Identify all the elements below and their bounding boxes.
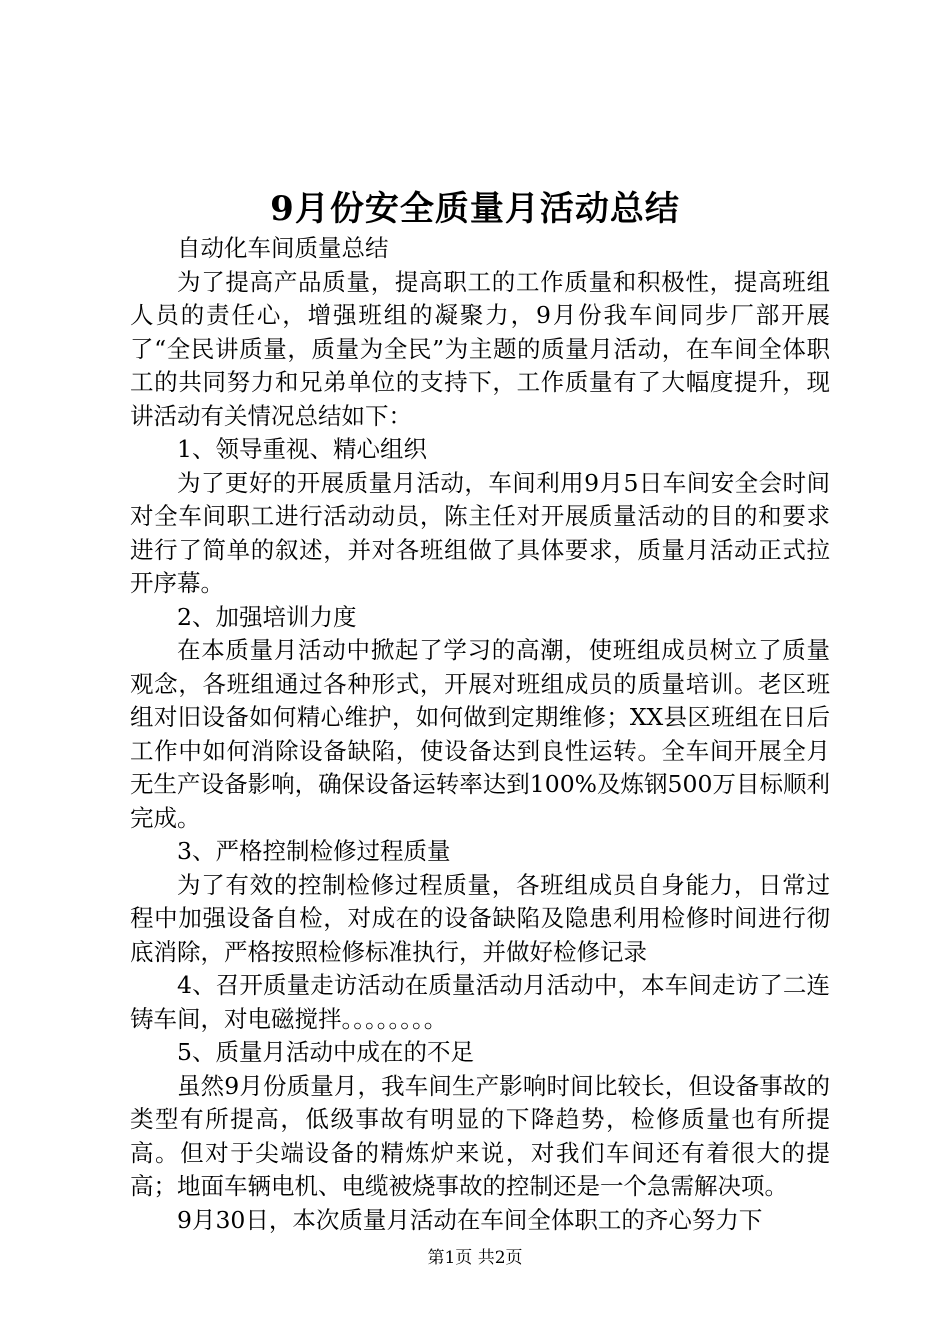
paragraph-section-1: 为了更好的开展质量月活动，车间利用9月5日车间安全会时间对全车间职工进行活动动员，陈主任对开展质量活动的目的和要求进行了简单的叙述，并对各班组做了具体要求，质量月活动正式拉开序幕。 — [130, 468, 830, 597]
paragraph-section-4: 4、召开质量走访活动在质量活动月活动中，本车间走访了二连铸车间，对电磁搅拌。。。。。。。。 — [130, 971, 830, 1033]
section-heading-5: 5、质量月活动中成在的不足 — [177, 1038, 474, 1066]
document-title: 9月份安全质量月活动总结 — [270, 189, 680, 229]
paragraph-section-5: 虽然9月份质量月，我车间生产影响时间比较长，但设备事故的类型有所提高，低级事故有明显的下降趋势，检修质量也有所提高。但对于尖端设备的精炼炉来说，对我们车间还有着很大的提高；地面车辆电机、电缆被烧事故的控制还是一个急需解决项。 — [130, 1071, 830, 1200]
section-heading-2: 2、加强培训力度 — [177, 602, 357, 631]
section-heading-3: 3、严格控制检修过程质量 — [177, 837, 451, 865]
paragraph-section-2: 在本质量月活动中掀起了学习的高潮，使班组成员树立了质量观念，各班组通过各种形式，开展对班组成员的质量培训。老区班组对旧设备如何精心维护，如何做到定期维修；XX县区班组在日后工作中如何消除设备缺陷，使设备达到良性运转。全车间开展全月无生产设备影响，确保设备运转率达到100%及炼钢500万目标顺利完成。 — [130, 636, 830, 832]
paragraph-section-3: 为了有效的控制检修过程质量，各班组成员自身能力，日常过程中加强设备自检，对成在的设备缺陷及隐患利用检修时间进行彻底消除，严格按照检修标准执行，并做好检修记录 — [130, 870, 830, 966]
section-heading-1: 1、领导重视、精心组织 — [177, 435, 427, 463]
page-footer: 第1页 共2页 — [427, 1248, 523, 1268]
paragraph-intro: 为了提高产品质量，提高职工的工作质量和积极性，提高班组人员的责任心，增强班组的凝聚力，9月份我车间同步厂部开展了“全民讲质量，质量为全民”为主题的质量月活动，在车间全体职工的共同努力和兄弟单位的支持下，工作质量有了大幅度提升，现讲活动有关情况总结如下： — [130, 267, 830, 430]
paragraph-subtitle: 自动化车间质量总结 — [177, 234, 389, 262]
paragraph-closing: 9月30日，本次质量月活动在车间全体职工的齐心努力下 — [177, 1205, 763, 1234]
document-body — [130, 232, 830, 1237]
